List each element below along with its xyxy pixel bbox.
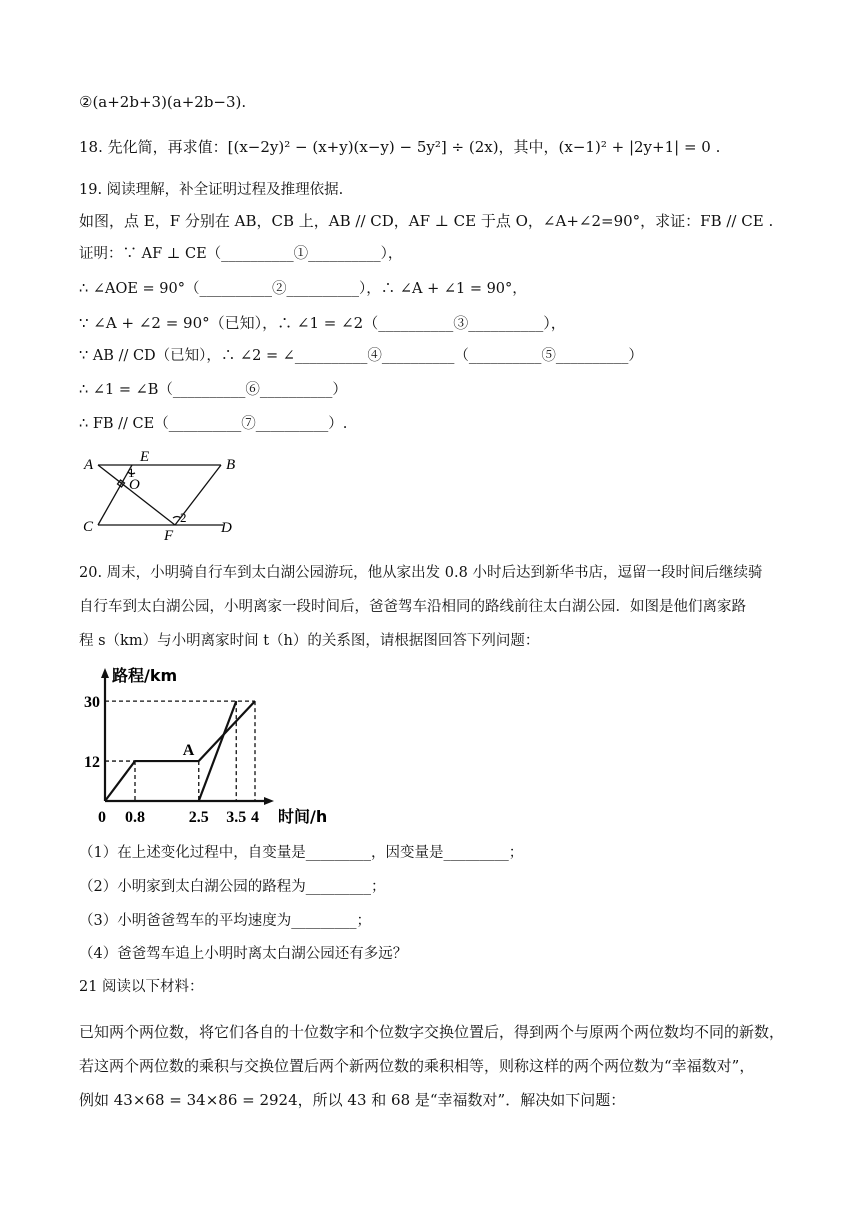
q19-heading: 19. 阅读理解，补全证明过程及推理依据. bbox=[79, 182, 344, 198]
x-tick-label: 0.8 bbox=[125, 809, 145, 826]
q20-text-3: 程 s（km）与小明离家时间 t（h）的关系图，请根据图回答下列问题： bbox=[79, 633, 540, 649]
x-axis-label: 时间/h bbox=[278, 807, 328, 826]
label-d: D bbox=[221, 520, 232, 536]
q21-heading: 21 阅读以下材料： bbox=[79, 979, 204, 995]
line-af bbox=[98, 465, 175, 525]
y-axis-label: 路程/km bbox=[112, 666, 178, 685]
q21-text-3: 例如 43×68 = 34×86 = 2924，所以 43 和 68 是“幸福数对”．解决如下问题： bbox=[79, 1091, 626, 1109]
series-father bbox=[199, 701, 237, 801]
label-o: O bbox=[129, 477, 140, 493]
q20-sub-4: （4）爸爸驾车追上小明时离太白湖公园还有多远？ bbox=[79, 946, 408, 962]
x-tick-label: 2.5 bbox=[188, 809, 209, 826]
q21-text-1: 已知两个两位数，将它们各自的十位数字和个位数字交换位置后，得到两个与原两个两位数均不同的新数， bbox=[79, 1023, 785, 1041]
x-axis-arrow bbox=[264, 797, 274, 805]
label-a: A bbox=[84, 457, 94, 473]
q19-proof-line-3: ∵ ∠A + ∠2 = 90°（已知），∴ ∠1 = ∠2（__________③__________）， bbox=[79, 314, 566, 332]
y-tick-label: 30 bbox=[84, 694, 100, 712]
q19-proof-line-6: ∴ FB // CE（__________⑦__________）. bbox=[79, 416, 348, 432]
origin-label: 0 bbox=[98, 809, 106, 826]
q17-item-2: ②(a+2b+3)(a+2b−3). bbox=[79, 93, 247, 111]
q20-text-2: 自行车到太白湖公园，小明离家一段时间后，爸爸驾车沿相同的路线前往太白湖公园．如图是他们离家路 bbox=[79, 599, 746, 615]
label-c: C bbox=[83, 519, 94, 535]
point-a-label: A bbox=[182, 742, 195, 760]
geometry-figure bbox=[78, 448, 248, 540]
label-angle-2: 2 bbox=[180, 510, 187, 525]
distance-time-chart bbox=[78, 662, 338, 828]
q19-stem: 如图，点 E，F 分别在 AB，CB 上，AB // CD，AF ⊥ CE 于点 O，∠A+∠2=90°，求证：FB // CE . bbox=[79, 212, 774, 230]
label-angle-1: 1 bbox=[128, 465, 135, 480]
label-f: F bbox=[164, 528, 174, 540]
q20-text-1: 20. 周末，小明骑自行车到太白湖公园游玩，他从家出发 0.8 小时后达到新华书店，逗留一段时间后继续骑 bbox=[79, 565, 763, 581]
line-ec bbox=[98, 465, 132, 525]
q20-sub-3: （3）小明爸爸驾车的平均速度为_________； bbox=[79, 913, 371, 929]
q19-proof-line-2: ∴ ∠AOE = 90°（__________②__________），∴ ∠A + ∠1 = 90°， bbox=[79, 281, 527, 297]
series-xiaoming bbox=[105, 701, 255, 801]
x-tick-label: 4 bbox=[251, 809, 259, 826]
y-tick-label: 12 bbox=[84, 754, 100, 772]
label-e: E bbox=[140, 449, 150, 465]
q18-text: 18. 先化简，再求值：[(x−2y)² − (x+y)(x−y) − 5y²] ÷ (2x)，其中，(x−1)² + |2y+1| = 0 . bbox=[79, 138, 721, 156]
q19-proof-line-5: ∴ ∠1 = ∠B（__________⑥__________） bbox=[79, 382, 347, 398]
y-axis-arrow bbox=[101, 668, 109, 678]
q21-text-2: 若这两个两位数的乘积与交换位置后两个新两位数的乘积相等，则称这样的两个两位数为“幸福数对”， bbox=[79, 1057, 755, 1075]
q19-proof-line-1: 证明：∵ AF ⊥ CE（__________①__________）， bbox=[79, 246, 403, 262]
x-tick-label: 3.5 bbox=[226, 809, 247, 826]
q20-sub-2: （2）小明家到太白湖公园的路程为_________； bbox=[79, 879, 386, 895]
q20-sub-1: （1）在上述变化过程中，自变量是_________，因变量是_________； bbox=[79, 845, 524, 861]
label-b: B bbox=[226, 457, 236, 473]
q19-proof-line-4: ∵ AB // CD（已知），∴ ∠2 = ∠__________④__________（__________⑤__________） bbox=[79, 348, 643, 364]
